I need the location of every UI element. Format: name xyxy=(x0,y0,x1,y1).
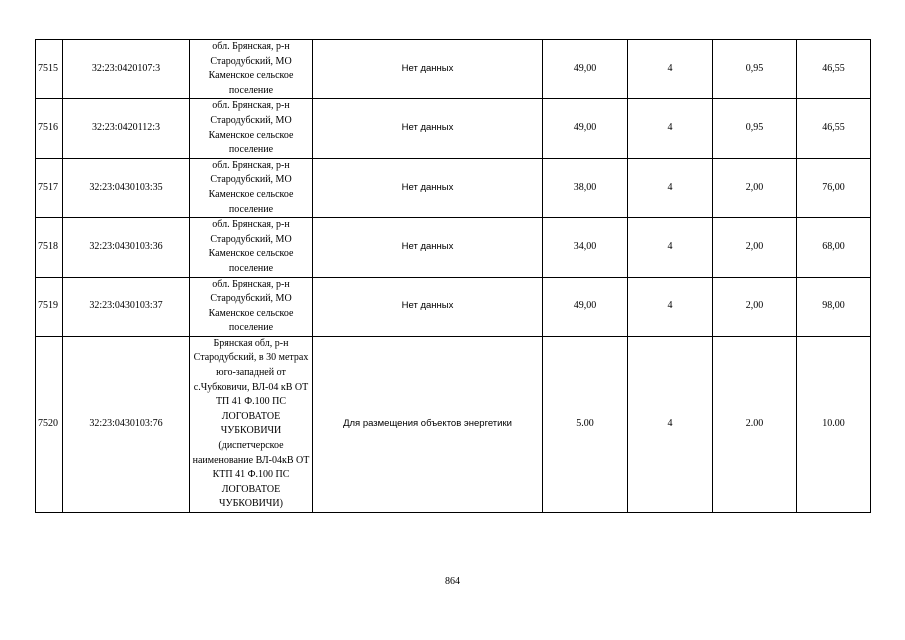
permitted-use-cell: Нет данных xyxy=(313,40,543,99)
permitted-use-cell: Нет данных xyxy=(313,99,543,158)
value-cell-8: 98,00 xyxy=(797,277,871,336)
table-row xyxy=(36,158,871,217)
row-number-cell: 7515 xyxy=(36,40,63,99)
address-cell: Брянская обл, р-н Стародубский, в 30 метрах юго-западней от с.Чубковичи, ВЛ-04 кВ ОТ ТП 41 Ф.100 ПС ЛОГОВАТОЕ ЧУБКОВИЧИ (диспетчерское наименование ВЛ-04кВ ОТ КТП 41 Ф.100 ПС ЛОГОВАТОЕ ЧУБКОВИЧИ) xyxy=(190,336,313,512)
value-cell-7: 0,95 xyxy=(713,40,797,99)
cadastral-number-cell: 32:23:0430103:37 xyxy=(63,277,190,336)
row-number-cell: 7517 xyxy=(36,158,63,217)
permitted-use-cell: Нет данных xyxy=(313,218,543,277)
address-cell: обл. Брянская, р-н Стародубский, МО Каменское сельское поселение xyxy=(190,277,313,336)
value-cell-7: 2.00 xyxy=(713,336,797,512)
value-cell-5: 49,00 xyxy=(543,99,628,158)
row-number-cell: 7520 xyxy=(36,336,63,512)
cadastral-number-cell: 32:23:0430103:76 xyxy=(63,336,190,512)
address-cell: обл. Брянская, р-н Стародубский, МО Каменское сельское поселение xyxy=(190,40,313,99)
value-cell-7: 2,00 xyxy=(713,218,797,277)
row-number-cell: 7519 xyxy=(36,277,63,336)
row-number-cell: 7518 xyxy=(36,218,63,277)
value-cell-5: 49,00 xyxy=(543,277,628,336)
cadastral-number-cell: 32:23:0430103:36 xyxy=(63,218,190,277)
address-cell: обл. Брянская, р-н Стародубский, МО Каменское сельское поселение xyxy=(190,218,313,277)
table-row xyxy=(36,336,871,512)
value-cell-7: 2,00 xyxy=(713,277,797,336)
value-cell-6: 4 xyxy=(628,99,713,158)
value-cell-6: 4 xyxy=(628,158,713,217)
land-plots-table xyxy=(35,39,871,513)
value-cell-8: 68,00 xyxy=(797,218,871,277)
value-cell-5: 49,00 xyxy=(543,40,628,99)
table-row xyxy=(36,218,871,277)
permitted-use-cell: Нет данных xyxy=(313,277,543,336)
value-cell-8: 46,55 xyxy=(797,40,871,99)
address-cell: обл. Брянская, р-н Стародубский, МО Каменское сельское поселение xyxy=(190,99,313,158)
value-cell-7: 2,00 xyxy=(713,158,797,217)
value-cell-5: 34,00 xyxy=(543,218,628,277)
value-cell-8: 10.00 xyxy=(797,336,871,512)
address-cell: обл. Брянская, р-н Стародубский, МО Каменское сельское поселение xyxy=(190,158,313,217)
value-cell-5: 38,00 xyxy=(543,158,628,217)
value-cell-6: 4 xyxy=(628,336,713,512)
cadastral-number-cell: 32:23:0430103:35 xyxy=(63,158,190,217)
value-cell-8: 46,55 xyxy=(797,99,871,158)
value-cell-6: 4 xyxy=(628,40,713,99)
table-row xyxy=(36,277,871,336)
permitted-use-cell: Нет данных xyxy=(313,158,543,217)
page-number: 864 xyxy=(445,576,460,587)
value-cell-8: 76,00 xyxy=(797,158,871,217)
value-cell-6: 4 xyxy=(628,218,713,277)
cadastral-number-cell: 32:23:0420112:3 xyxy=(63,99,190,158)
table-row xyxy=(36,40,871,99)
row-number-cell: 7516 xyxy=(36,99,63,158)
value-cell-7: 0,95 xyxy=(713,99,797,158)
permitted-use-cell: Для размещения объектов энергетики xyxy=(313,336,543,512)
value-cell-6: 4 xyxy=(628,277,713,336)
cadastral-number-cell: 32:23:0420107:3 xyxy=(63,40,190,99)
table-row xyxy=(36,99,871,158)
value-cell-5: 5.00 xyxy=(543,336,628,512)
